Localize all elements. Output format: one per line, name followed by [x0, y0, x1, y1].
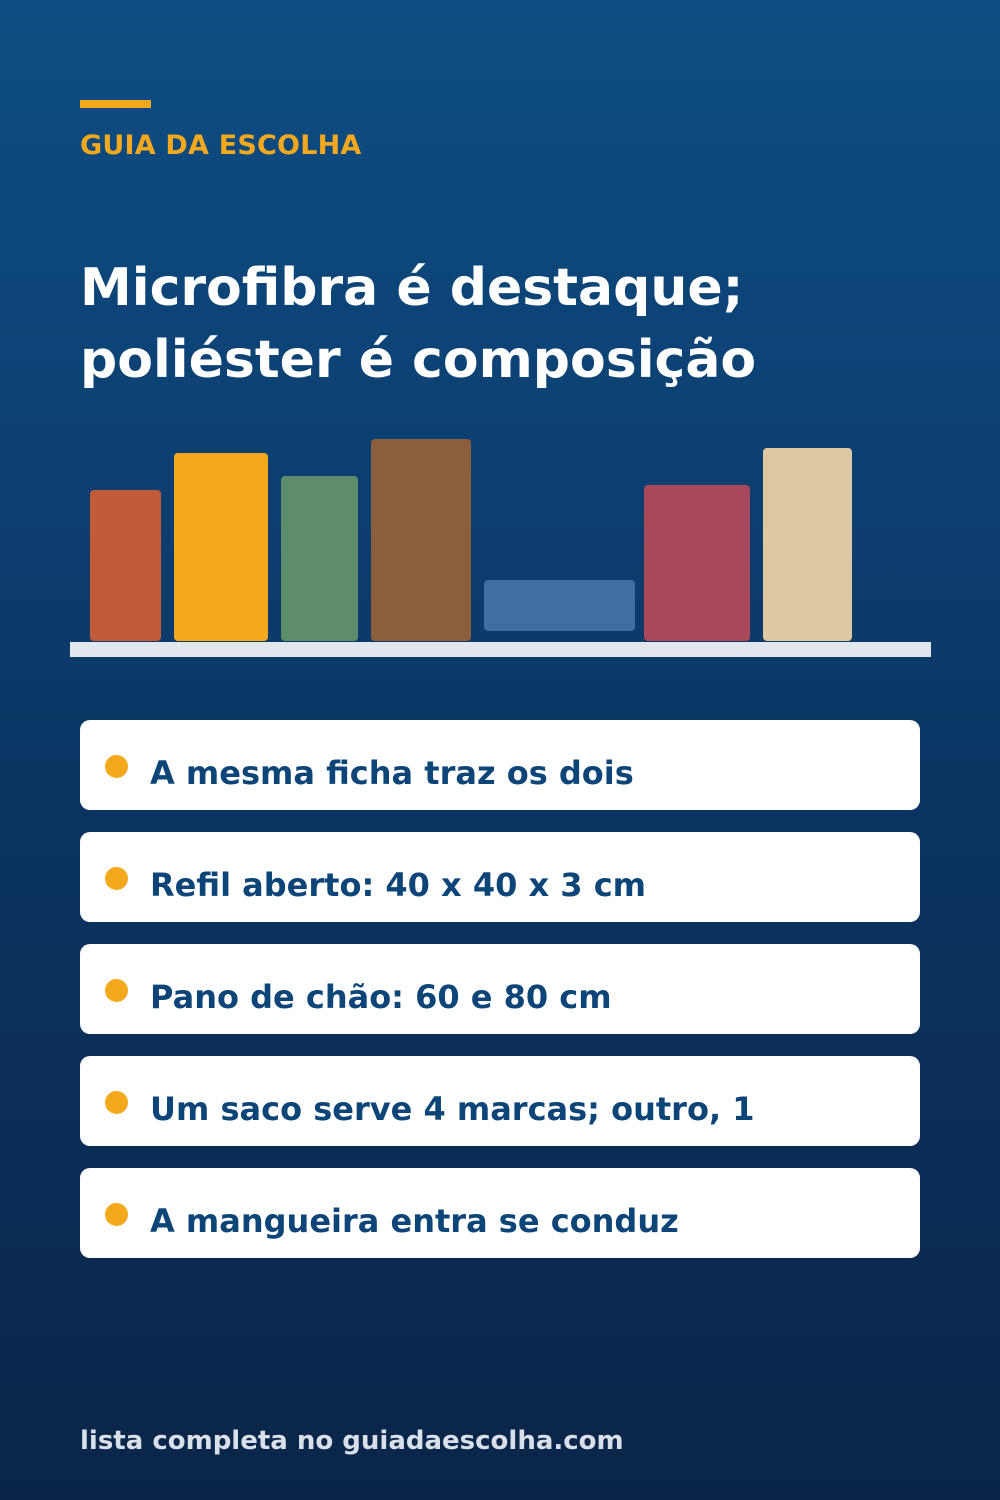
book-6 — [644, 485, 750, 641]
book-4 — [371, 439, 471, 641]
headline-line-2: poliéster é composição — [80, 330, 757, 390]
key-point-text: A mangueira entra se conduz — [150, 1202, 679, 1240]
bullet-dot-icon — [105, 1091, 128, 1114]
book-5-lying — [484, 580, 635, 631]
book-1 — [90, 490, 161, 641]
bullet-dot-icon — [105, 755, 128, 778]
book-3 — [281, 476, 358, 641]
book-2 — [174, 453, 268, 641]
headline — [80, 252, 960, 396]
headline-line-1: Microfibra é destaque; — [80, 258, 744, 318]
brand-kicker: GUIA DA ESCOLHA — [80, 130, 362, 161]
bullet-dot-icon — [105, 979, 128, 1002]
bullet-dot-icon — [105, 867, 128, 890]
key-point-card — [80, 1056, 920, 1146]
bullet-dot-icon — [105, 1203, 128, 1226]
bookshelf-illustration — [0, 420, 1000, 670]
key-point-text: Um saco serve 4 marcas; outro, 1 — [150, 1090, 755, 1128]
key-point-text: A mesma ficha traz os dois — [150, 754, 634, 792]
shelf-plank — [70, 642, 931, 657]
accent-bar — [80, 100, 151, 108]
key-point-text: Pano de chão: 60 e 80 cm — [150, 978, 612, 1016]
key-point-card — [80, 832, 920, 922]
key-point-card — [80, 720, 920, 810]
key-point-card — [80, 1168, 920, 1258]
key-point-text: Refil aberto: 40 x 40 x 3 cm — [150, 866, 646, 904]
key-point-card — [80, 944, 920, 1034]
book-7 — [763, 448, 852, 641]
footer-link-text: lista completa no guiadaescolha.com — [80, 1426, 624, 1456]
key-points-list — [80, 720, 920, 1280]
